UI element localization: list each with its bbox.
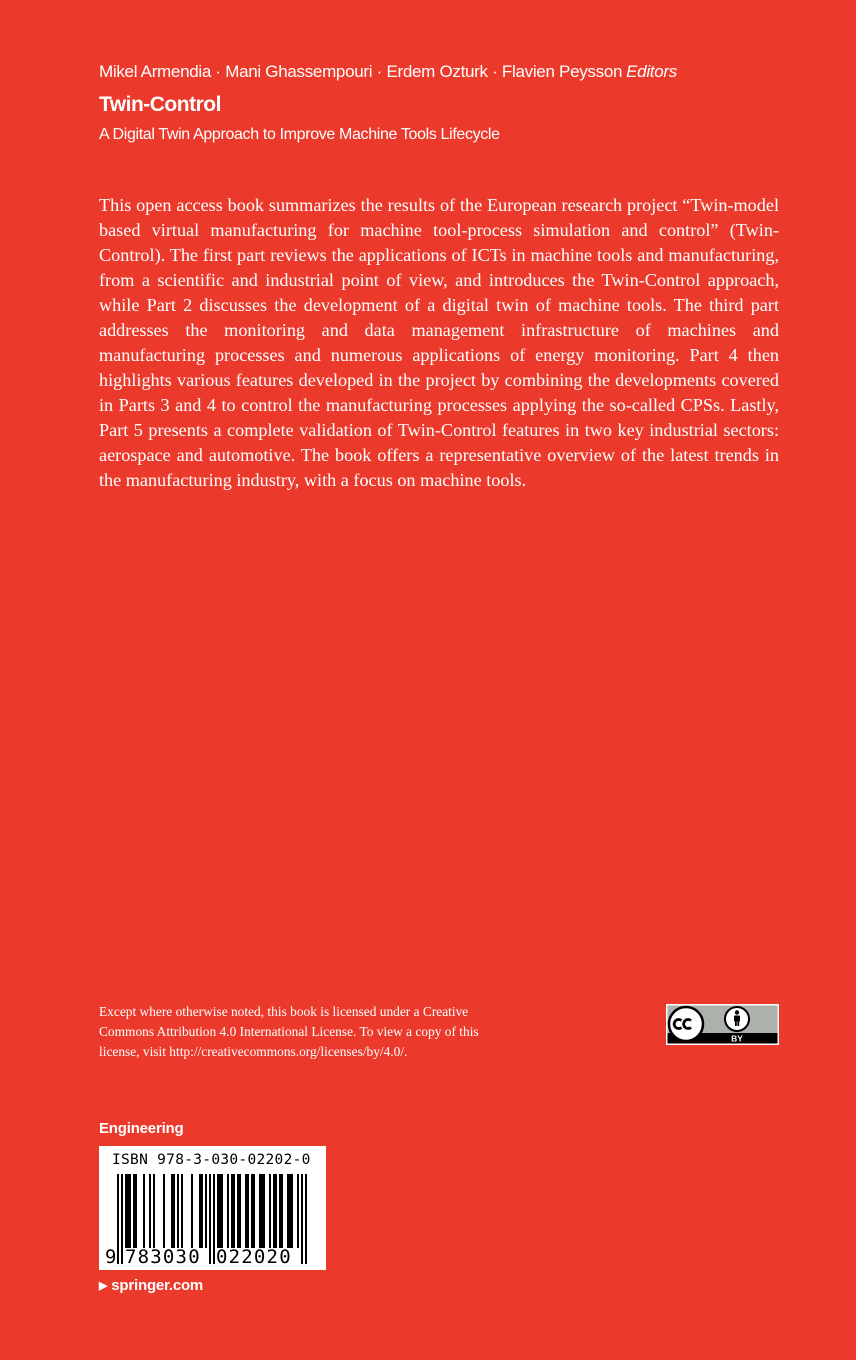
license-notice: Except where otherwise noted, this book is licensed under a Creative Commons Attribution 4.0 International License. To view a copy of this license, visit http://creativecommons.org/licenses/by/4.0/. [99, 1004, 479, 1059]
barcode-bar [153, 1174, 155, 1248]
barcode-digit-group-right: 022020 [216, 1246, 292, 1268]
barcode-bar [199, 1174, 201, 1248]
barcode-bar [205, 1174, 207, 1248]
barcode-bar [275, 1174, 277, 1248]
barcode-bar [281, 1174, 283, 1248]
barcode-bar [289, 1174, 291, 1248]
barcode-bar [247, 1174, 249, 1248]
editors-line [99, 62, 677, 82]
barcode-bar [133, 1174, 135, 1248]
barcode-bar [269, 1174, 271, 1248]
book-description: This open access book summarizes the results of the European research project “Twin-model based virtual manufacturing for machine tool-process simulation and control” (Twin-Control). The first part reviews the applications of ICTs in machine tools and manufacturing, from a scientific and industrial point of view, and introduces the Twin-Control approach, while Part 2 discusses the development of a digital twin of machine tools. The third part addresses the monitoring and data management infrastructure of machines and manufacturing processes and numerous applications of energy monitoring. Part 4 then highlights various features developed in the project by combining the developments covered in Parts 3 and 4 to control the manufacturing processes applying the so-called CPSs. Lastly, Part 5 presents a complete validation of Twin-Control features in two key industrial sectors: aerospace and automotive. The book offers a representative overview of the latest trends in the manufacturing industry, with a focus on machine tools. [99, 195, 779, 490]
barcode-bar [125, 1174, 127, 1248]
barcode-bar [217, 1174, 219, 1248]
book-title: Twin-Control [99, 93, 221, 116]
barcode-bar [129, 1174, 131, 1248]
publisher-link[interactable] [99, 1277, 203, 1294]
barcode-bar [237, 1174, 239, 1248]
barcode-bar [127, 1174, 129, 1248]
by-person-icon [725, 1007, 749, 1031]
badge-label: BY [731, 1033, 743, 1044]
subject-category: Engineering [99, 1120, 184, 1137]
cc-by-license-badge[interactable] [666, 1004, 779, 1045]
barcode-bar [143, 1174, 145, 1248]
barcode-bar [233, 1174, 235, 1248]
barcode-digits [99, 1246, 326, 1268]
barcode-bar [291, 1174, 293, 1248]
barcode-bar [259, 1174, 261, 1248]
barcode-bar [261, 1174, 263, 1248]
barcode-bar [149, 1174, 151, 1248]
barcode-bar [231, 1174, 233, 1248]
cc-icon [669, 1007, 703, 1041]
barcode-digit-first: 9 [105, 1246, 117, 1268]
isbn-label: ISBN 978-3-030-02202-0 [112, 1152, 311, 1168]
publisher-url: springer.com [111, 1277, 204, 1294]
barcode-bar [287, 1174, 289, 1248]
editors-role: Editors [626, 62, 677, 81]
barcode-bar [251, 1174, 253, 1248]
barcode-bar [227, 1174, 229, 1248]
barcode-bar [201, 1174, 203, 1248]
barcode-bar [239, 1174, 241, 1248]
barcode-bar [263, 1174, 265, 1248]
barcode-bar [219, 1174, 221, 1248]
barcode-bar [173, 1174, 175, 1248]
barcode-bar [273, 1174, 275, 1248]
barcode-bar [171, 1174, 173, 1248]
barcode-bar [279, 1174, 281, 1248]
barcode-digit-group-left: 783030 [125, 1246, 201, 1268]
barcode-bar [253, 1174, 255, 1248]
barcode-bar [191, 1174, 193, 1248]
barcode-bar [297, 1174, 299, 1248]
editor-names: Mikel Armendia · Mani Ghassempouri · Erdem Ozturk · Flavien Peysson [99, 62, 623, 81]
book-subtitle: A Digital Twin Approach to Improve Machine Tools Lifecycle [99, 126, 500, 143]
barcode-bar [245, 1174, 247, 1248]
barcode-bar [135, 1174, 137, 1248]
barcode-bar [177, 1174, 179, 1248]
barcode-bar [181, 1174, 183, 1248]
barcode-bar [163, 1174, 165, 1248]
isbn-barcode [99, 1146, 326, 1270]
arrow-right-icon: ▶ [99, 1280, 108, 1292]
barcode-bar [221, 1174, 223, 1248]
